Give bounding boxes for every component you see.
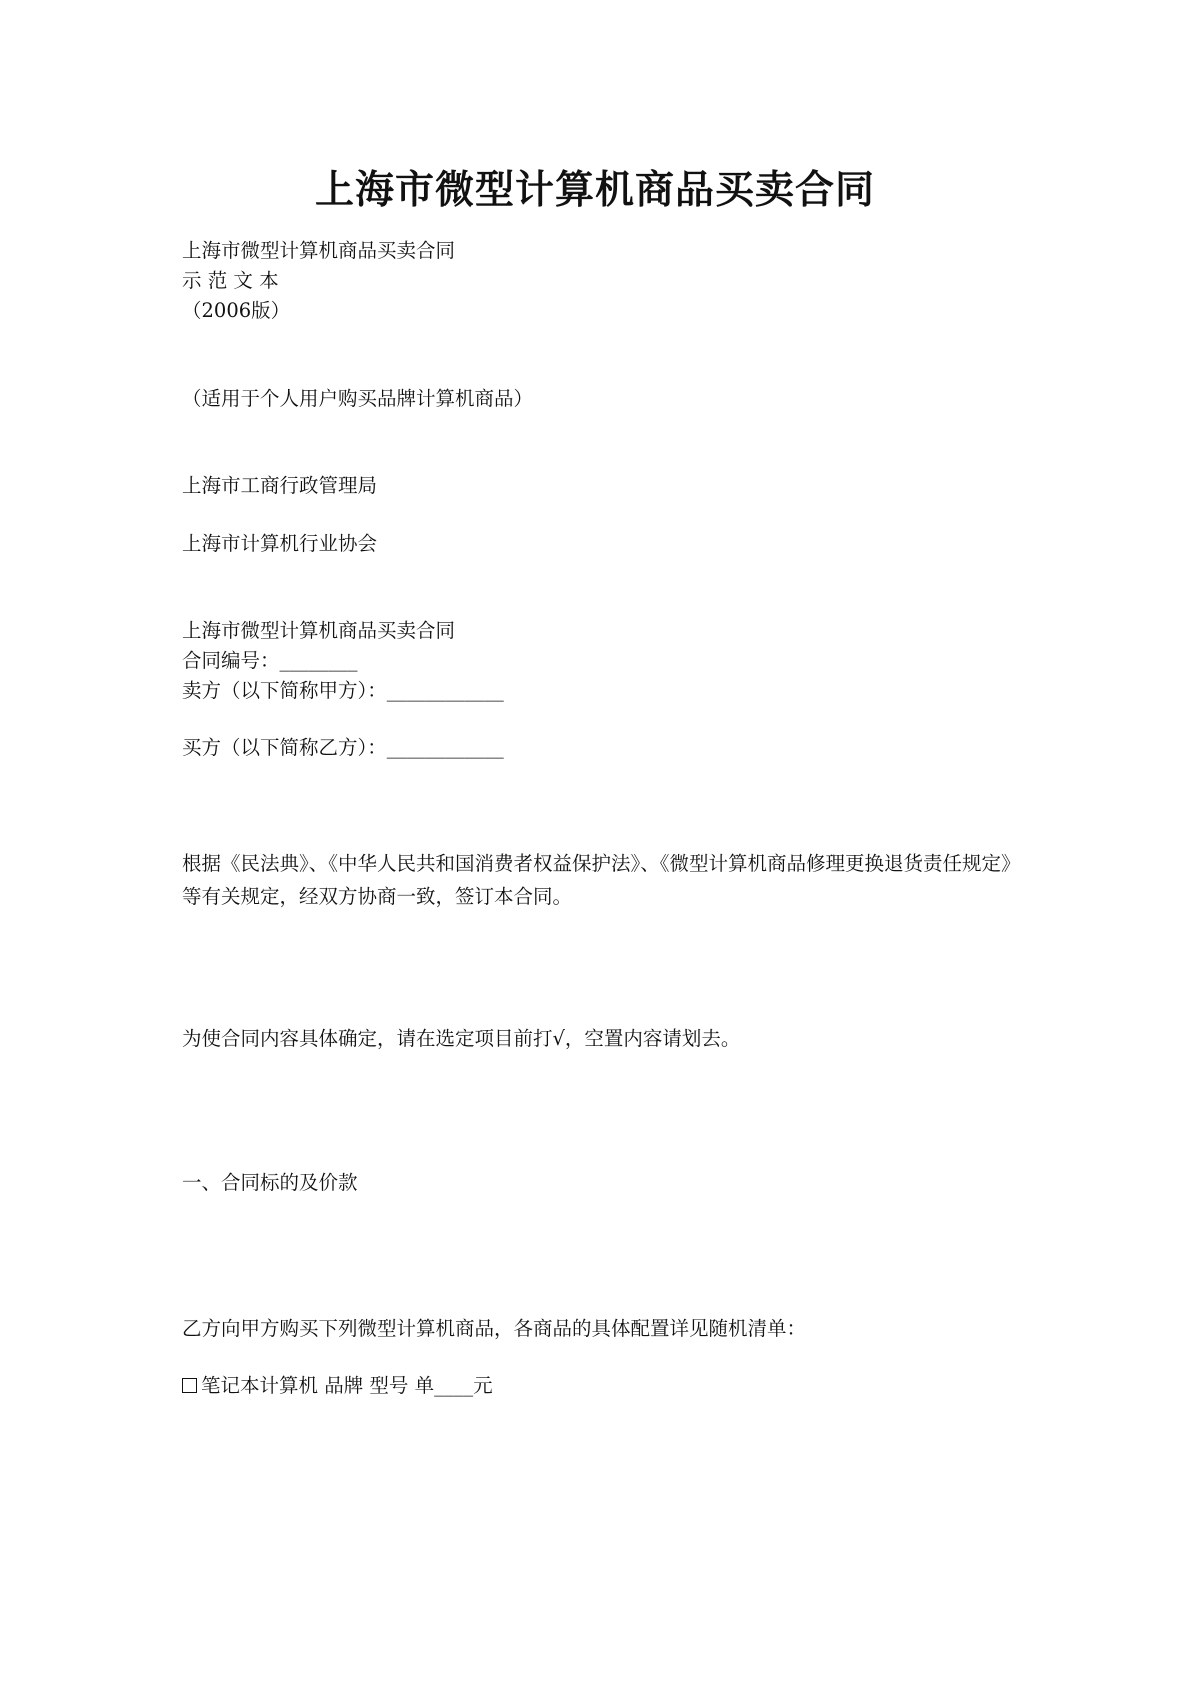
buyer-field: 买方（以下简称乙方）：____________ bbox=[182, 736, 504, 759]
contract-name: 上海市微型计算机商品买卖合同 bbox=[182, 619, 456, 642]
item-laptop-row bbox=[182, 1373, 493, 1399]
section-1-intro: 乙方向甲方购买下列微型计算机商品，各商品的具体配置详见随机清单： bbox=[182, 1317, 807, 1340]
cover-line-title: 上海市微型计算机商品买卖合同 bbox=[182, 239, 456, 262]
cover-line-version: （2006版） bbox=[182, 299, 291, 322]
item-laptop-text: 笔记本计算机 品牌 型号 单____元 bbox=[201, 1374, 493, 1397]
seller-field: 卖方（以下简称甲方）：____________ bbox=[182, 679, 504, 702]
cover-line-template: 示 范 文 本 bbox=[182, 269, 279, 292]
document-title: 上海市微型计算机商品买卖合同 bbox=[314, 167, 875, 213]
preamble-paragraph: 根据《民法典》、《中华人民共和国消费者权益保护法》、《微型计算机商品修理更换退货责任规定》等有关规定，经双方协商一致，签订本合同。 bbox=[182, 852, 1021, 908]
issuer-line-1: 上海市工商行政管理局 bbox=[182, 474, 378, 497]
laptop-checkbox[interactable] bbox=[182, 1378, 197, 1393]
contract-number-field: 合同编号：________ bbox=[182, 649, 358, 672]
applicability-note: （适用于个人用户购买品牌计算机商品） bbox=[182, 387, 534, 410]
section-heading-1: 一、合同标的及价款 bbox=[182, 1171, 358, 1194]
instruction-paragraph: 为使合同内容具体确定，请在选定项目前打√，空置内容请划去。 bbox=[182, 1027, 741, 1050]
issuer-line-2: 上海市计算机行业协会 bbox=[182, 532, 378, 555]
